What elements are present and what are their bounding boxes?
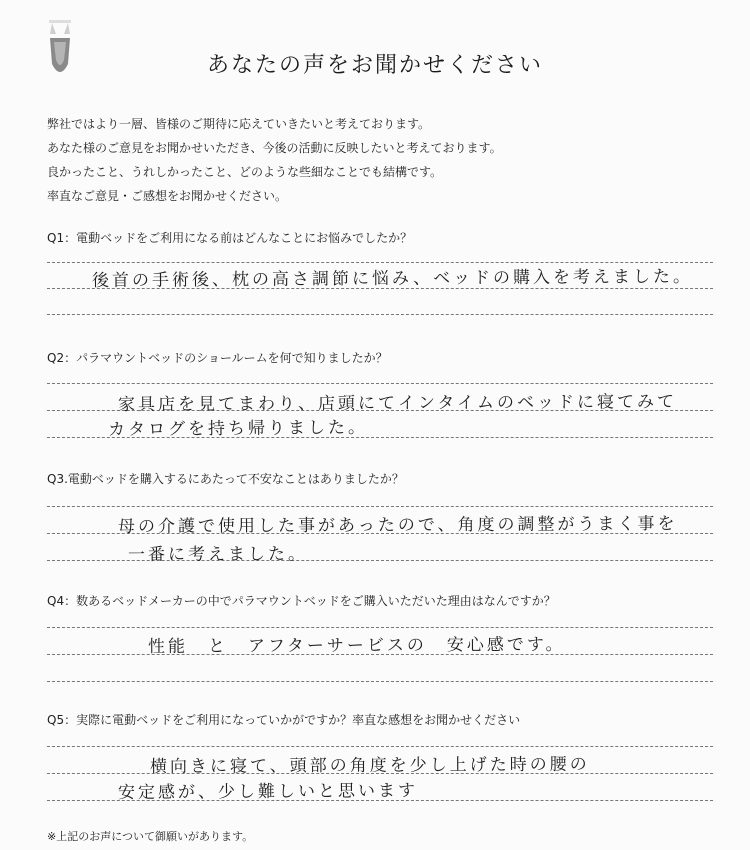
answer-line [47,627,713,628]
intro-line: 良かったこと、うれしかったこと、どのような些細なことでも結構です。 [47,165,443,179]
question-1-answer: 後首の手術後、枕の高さ調節に悩み、ベッドの購入を考えました。 [91,266,694,291]
question-3-label: Q3.電動ベッドを購入するにあたって不安なことはありましたか？ [47,472,404,486]
answer-line [47,746,713,747]
question-2-answer-line-1: 家具店を見てまわり、店頭にてインタイムのベッドに寝てみて [117,392,678,415]
answer-line [47,681,713,682]
question-5-answer-line-1: 横向きに寝て、頭部の角度を少し上げた時の腰の [149,754,590,777]
question-2-answer-line-2: カタログを持ち帰りました。 [107,417,369,440]
question-4-label: Q4：数あるベッドメーカーの中でパラマウントベッドをご購入いただいた理由はなんですか？ [47,594,556,608]
answer-line [47,383,713,384]
answer-line [47,314,713,315]
page-title: あなたの声をお聞かせください [206,53,543,78]
question-5-label: Q5：実際に電動ベッドをご利用になっていかがですか？率直な感想をお聞かせください [47,713,521,727]
question-1-label: Q1：電動ベッドをご利用になる前はどんなことにお悩みでしたか？ [47,231,413,245]
question-2-label: Q2：パラマウントベッドのショールームを何で知りましたか？ [47,351,388,365]
question-5-answer-line-2: 安定感が、少し難しいと思います [117,780,419,803]
question-4-answer: 性能 と アフターサービスの 安心感です。 [147,634,566,657]
answer-line [47,506,713,507]
intro-line: 率直なご意見・ご感想をお聞かせください。 [47,189,288,203]
question-3-answer-line-2: 一番に考えました。 [127,544,309,565]
intro-text [47,112,502,208]
question-3-answer-line-1: 母の介護で使用した事があったので、角度の調整がうまく事を [117,514,678,537]
intro-line: あなた様のご意見をお聞かせいただき、今後の活動に反映したいと考えております。 [47,141,502,155]
intro-line: 弊社ではより一層、皆様のご期待に応えていきたいと考えております。 [47,117,431,131]
footer-note: ※上記のお声について御願いがあります。 [47,830,254,843]
